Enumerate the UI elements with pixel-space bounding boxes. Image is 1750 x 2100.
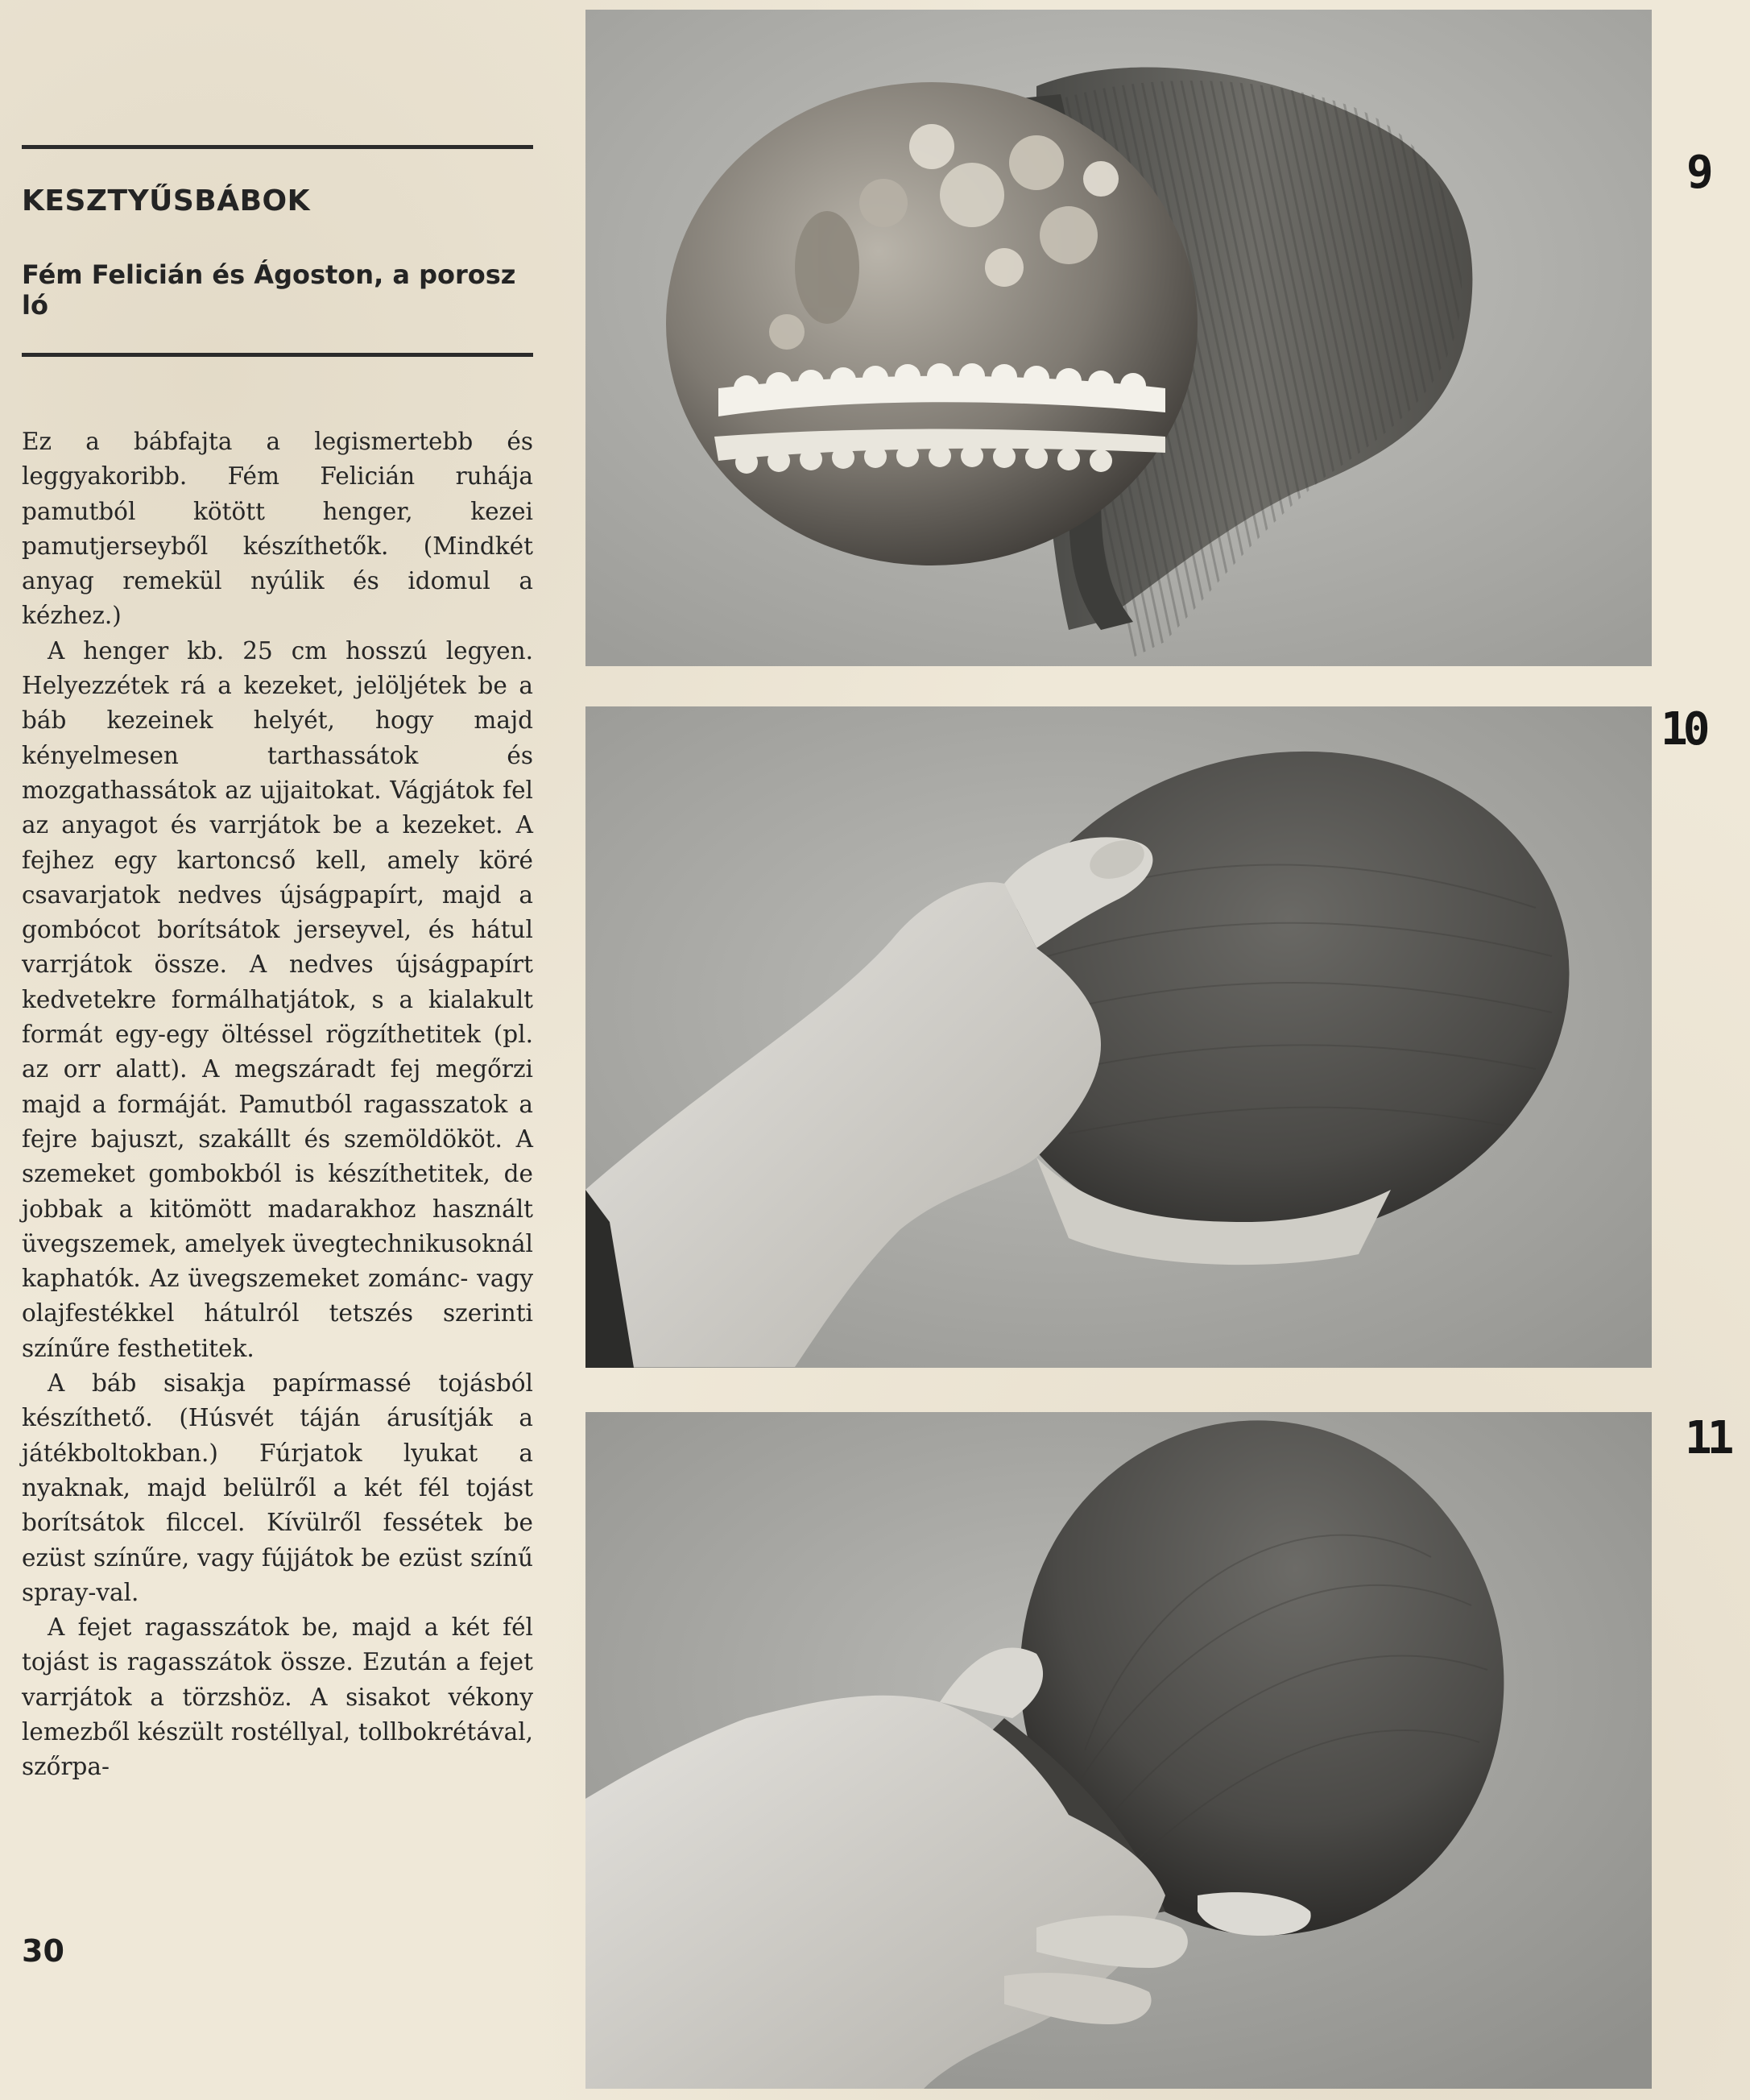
article-subtitle: Fém Felicián és Ágoston, a porosz ló [22,259,516,321]
photo-egg-with-knitted-cap [585,10,1652,666]
page-number: 30 [22,1933,64,1969]
paragraph: Ez a bábfajta a legismertebb és leggyakoribb. Fém Felicián ruhája pamutból kötött henger, kezei pamutjerseyből készíthetők. (Mindkét anyag remekül nyúlik és idomul a kézhez.) [22,428,533,630]
figure-number: 10 [1661,703,1706,756]
paragraph: A báb sisakja papírmassé tojásból készíthető. (Húsvét táján árusítják a játékboltokban.) Fúrjatok lyukat a nyaknak, majd belülről a két fél tojást borítsátok filccel. Kívülről fessétek be ezüst színűre, vagy fújjátok be ezüst színű spray-val. [22,1369,533,1606]
title-top-rule [22,145,533,149]
section-title: KESZTYŰSBÁBOK [22,184,311,217]
figure-number: 11 [1685,1412,1730,1464]
title-bottom-rule [22,353,533,357]
photo-hand-holding-knitted-head [585,706,1652,1368]
article-body [22,425,533,1785]
paragraph: A henger kb. 25 cm hosszú legyen. Helyezzétek rá a kezeket, jelöljétek be a báb kezeinek helyét, hogy majd kényelmesen tarthassátok és mozgathassátok az ujjaitokat. Vágjátok fel az anyagot és varrjátok be a kezeket. A fejhez egy kartoncső kell, amely köré csavarjatok nedves újságpapírt, majd a gombócot borítsátok jerseyvel, és hátul varrjátok össze. A nedves újságpapírt kedvetekre formálhatjátok, s a kialakult formát egy-egy öltéssel rögzíthetitek (pl. az orr alatt). A megszáradt fej megőrzi majd a formáját. Pamutból ragasszatok a fejre bajuszt, szakállt és szemöldököt. A szemeket gombokból is készíthetitek, de jobbak a kitömött madarakhoz használt üvegszemek, amelyek üvegtechnikusoknál kaphatók. Az üvegszemeket zománc- vagy olajfestékkel hátulról tetszés szerinti színűre festhetitek. [22,636,533,1362]
figure-number: 9 [1686,147,1709,199]
photo-hand-gathering-knitted-head [585,1412,1652,2089]
article-column [22,145,533,1785]
paragraph: A fejet ragasszátok be, majd a két fél tojást is ragasszátok össze. Ezután a fejet varrjátok a törzshöz. A sisakot vékony lemezből készült rostéllyal, tollbokrétával, szőrpa- [22,1613,533,1781]
